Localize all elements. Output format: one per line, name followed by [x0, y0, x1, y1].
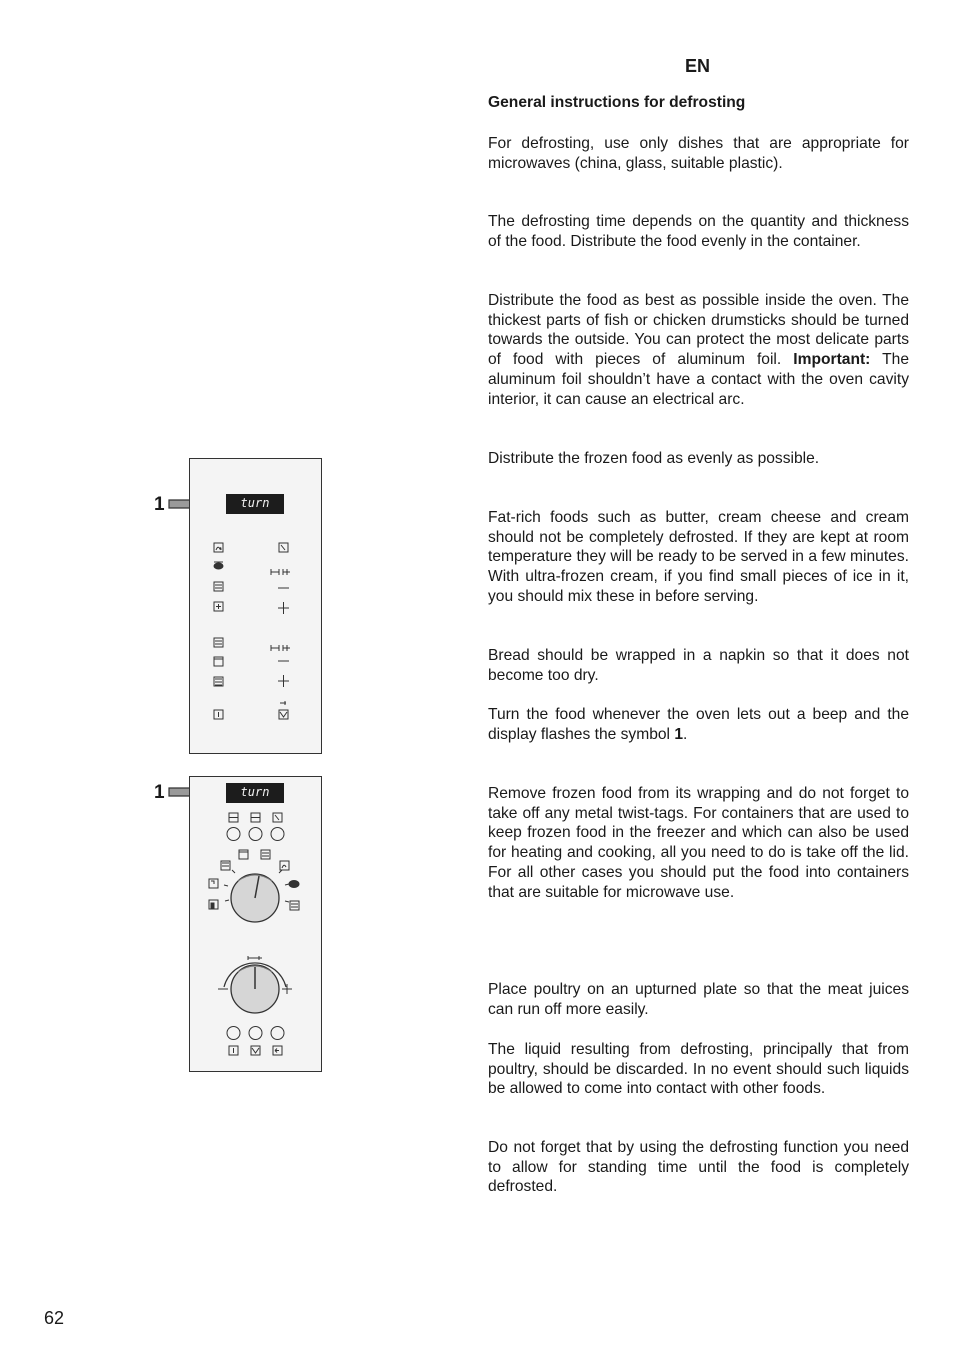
paragraph-remove-wrapping: Remove frozen food from its wrapping and do not forget to take off any metal twist-tags. For containers that are used to keep frozen food in the freezer and which can also be used for heating and cooking, all you need to do is take off the lid. For all other cases you should put the food into containers that are suitable for microwave use. [488, 785, 909, 901]
figure-1-callout: 1 [154, 494, 165, 515]
language-label: EN [685, 56, 711, 76]
paragraph-standing-time: Do not forget that by using the defrosting function you need to allow for standing time until the food is completely defrosted. [488, 1139, 909, 1196]
paragraph-fat-rich: Fat-rich foods such as butter, cream cheese and cream should not be completely defrosted. If they are kept at room temperature they will be ready to be served in a few minutes. With ultra-frozen cream, if you find small pieces of ice in it, you should mix these in before serving. [488, 509, 909, 605]
paragraph-poultry: Place poultry on an upturned plate so that the meat juices can run off more easily. [488, 981, 909, 1018]
paragraph-frozen-food: Distribute the frozen food as evenly as possible. [488, 450, 820, 467]
timer-knob [231, 965, 279, 1013]
paragraph-distribute-food: Distribute the food as best as possible inside the oven. The thickest parts of fish or chicken drumsticks should be turned towards the outside. You can protect the most delicate parts of food with pieces of aluminum foil. Important: The aluminum foil shouldn’t have a contact with the oven cavity interior, it can cause an electrical arc. [488, 292, 909, 408]
section-title: General instructions for defrosting [488, 94, 746, 111]
symbol-1: 1 [674, 725, 684, 743]
important-label: Important: [793, 351, 871, 369]
paragraph-bread: Bread should be wrapped in a napkin so that it does not become too dry. [488, 647, 909, 684]
panel-1-display: turn [226, 494, 284, 514]
control-panel-touch [189, 458, 322, 754]
paragraph-defrosting-time: The defrosting time depends on the quantity and thickness of the food. Distribute the food evenly in the container. [488, 213, 909, 250]
paragraph-liquid: The liquid resulting from defrosting, principally that from poultry, should be discarded. In no event should such liquids be allowed to come into contact with other foods. [488, 1041, 909, 1098]
paragraph-dishes: For defrosting, use only dishes that are appropriate for microwaves (china, glass, suitable plastic). [488, 135, 909, 172]
page-number: 62 [44, 1308, 65, 1328]
button-circle [227, 828, 240, 841]
figure-2-callout: 1 [154, 782, 165, 803]
panel-2-display: turn [226, 783, 284, 803]
mode-knob [231, 874, 279, 922]
paragraph-turn-food: Turn the food whenever the oven lets out a beep and the display flashes the symbol 1. [488, 706, 909, 743]
control-panel-knobs [189, 776, 322, 1072]
